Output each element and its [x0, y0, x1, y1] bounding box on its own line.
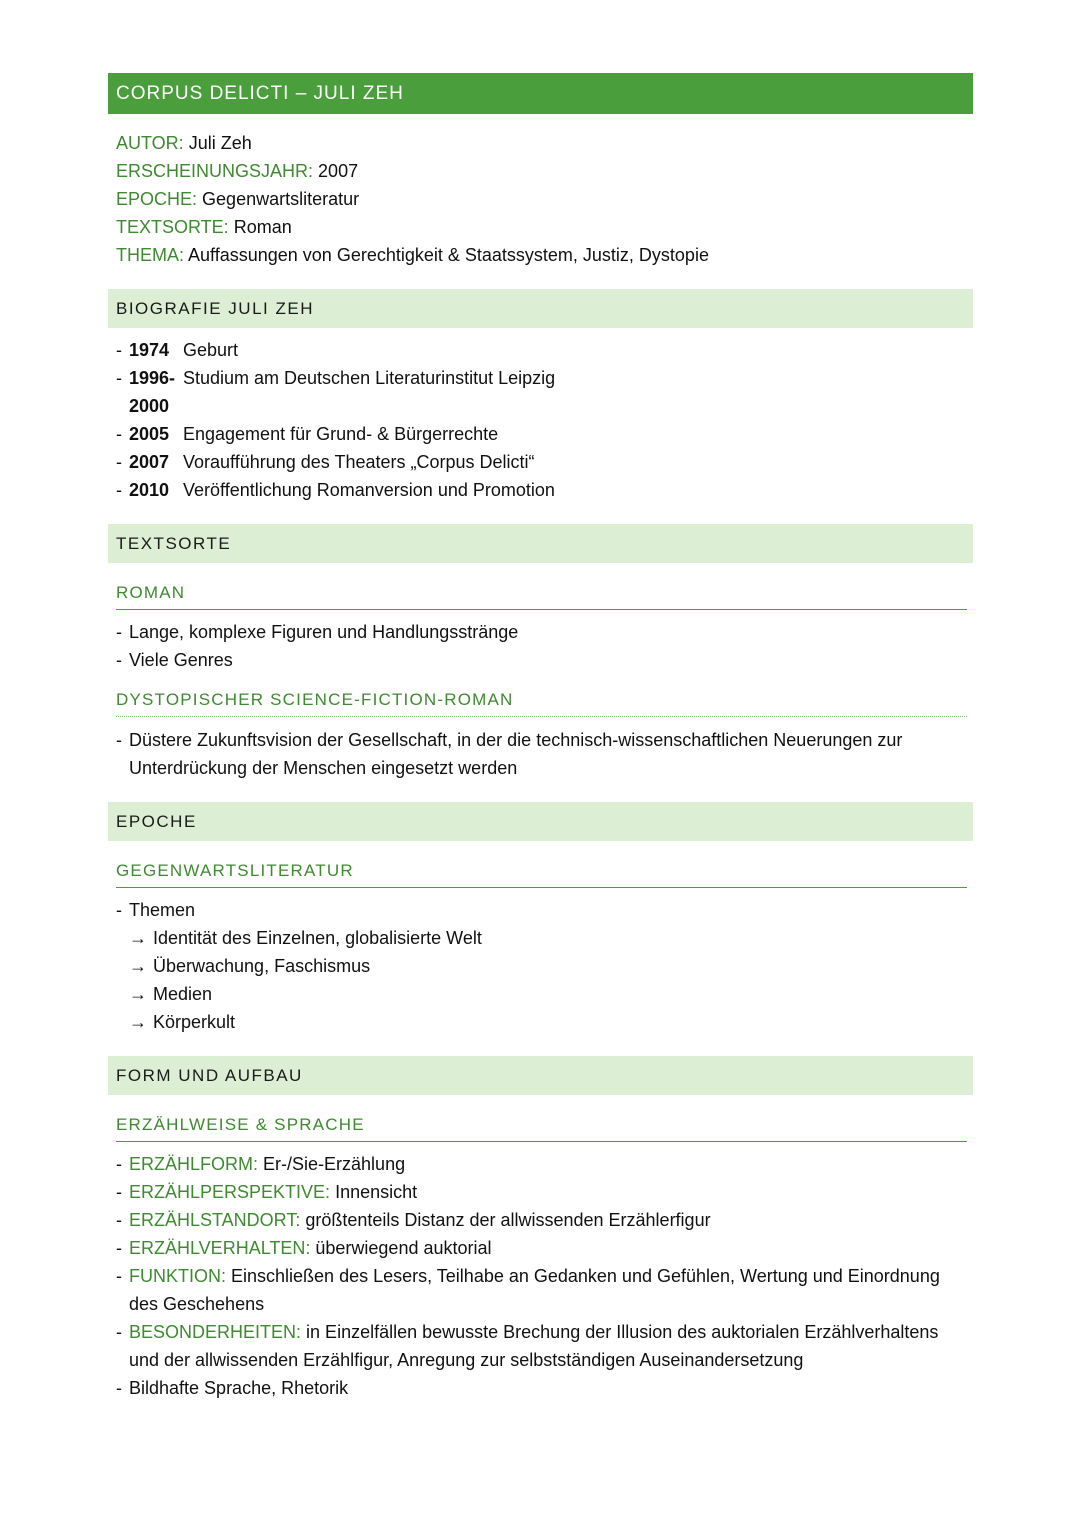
- item-label: ERZÄHLSTANDORT:: [129, 1210, 301, 1230]
- arrow-item: [129, 1008, 973, 1036]
- arrow-item: [129, 924, 973, 952]
- list-item: [116, 1234, 956, 1262]
- biografie-list: [108, 336, 973, 504]
- item-text: Innensicht: [335, 1182, 418, 1202]
- arrow-text: Identität des Einzelnen, globalisierte Welt: [153, 928, 482, 948]
- item-text: größtenteils Distanz der allwissenden Erzählerfigur: [305, 1210, 711, 1230]
- meta-label: THEMA:: [116, 245, 185, 265]
- year-label: 2005: [129, 424, 170, 444]
- meta-value: Juli Zeh: [188, 133, 252, 153]
- section-heading-epoche: EPOCHE: [108, 802, 973, 841]
- list-item: - Viele Genres: [116, 646, 973, 674]
- arrow-right-icon: →: [129, 956, 147, 976]
- meta-value: Auffassungen von Gerechtigkeit & Staatssystem, Justiz, Dystopie: [188, 245, 709, 265]
- themen-list: [108, 924, 973, 1036]
- arrow-text: Körperkult: [153, 1012, 236, 1032]
- list-item: [116, 448, 973, 476]
- arrow-item: [129, 980, 973, 1008]
- roman-list: [108, 618, 973, 674]
- item-text: in Einzelfällen bewusste Brechung der Illusion des auktorialen Erzählverhaltens und der allwissenden Erzählfigur, Anregung zur selbstständigen Auseinandersetzung: [129, 1322, 939, 1370]
- document-title: CORPUS DELICTI – JULI ZEH: [108, 73, 973, 114]
- list-item: [116, 1150, 956, 1178]
- list-item: - Lange, komplexe Figuren und Handlungsstränge: [116, 618, 973, 646]
- item-text: Er-/Sie-Erzählung: [263, 1154, 406, 1174]
- arrow-right-icon: →: [129, 984, 147, 1004]
- arrow-right-icon: →: [129, 928, 147, 948]
- meta-row-thema: [116, 241, 973, 269]
- year-label: 1996-: [129, 368, 176, 388]
- year-text: Voraufführung des Theaters „Corpus Delicti“: [183, 452, 535, 472]
- section-heading-textsorte: TEXTSORTE: [108, 524, 973, 563]
- list-item: - Düstere Zukunftsvision der Gesellschaft, in der die technisch-wissenschaftlichen Neuerungen zur Unterdrückung der Menschen eingesetzt werden: [116, 726, 936, 782]
- dystopie-list: [108, 726, 936, 782]
- list-item: [116, 1206, 956, 1234]
- meta-row-textsorte: [116, 213, 973, 241]
- year-text: Veröffentlichung Romanversion und Promotion: [183, 480, 555, 500]
- section-heading-form: FORM UND AUFBAU: [108, 1056, 973, 1095]
- subheading-dystopie: DYSTOPISCHER SCIENCE-FICTION-ROMAN: [116, 690, 967, 717]
- year-label: 1974: [129, 340, 170, 360]
- item-text: Einschließen des Lesers, Teilhabe an Gedanken und Gefühlen, Wertung und Einordnung des Geschehens: [129, 1266, 940, 1314]
- arrow-text: Überwachung, Faschismus: [153, 956, 371, 976]
- section-heading-biografie: BIOGRAFIE JULI ZEH: [108, 289, 973, 328]
- meta-value: Roman: [233, 217, 292, 237]
- meta-label: EPOCHE:: [116, 189, 198, 209]
- subheading-gegenwartsliteratur: GEGENWARTSLITERATUR: [116, 861, 967, 888]
- meta-block: [108, 129, 973, 269]
- subheading-roman: ROMAN: [116, 583, 967, 610]
- meta-label: TEXTSORTE:: [116, 217, 229, 237]
- year-label: 2000: [129, 396, 170, 416]
- item-label: ERZÄHLFORM:: [129, 1154, 259, 1174]
- arrow-right-icon: →: [129, 1012, 147, 1032]
- list-item: [116, 420, 973, 448]
- list-item: [116, 336, 973, 364]
- meta-row-epoche: [116, 185, 973, 213]
- list-item: [116, 364, 973, 420]
- meta-label: AUTOR:: [116, 133, 184, 153]
- epoche-list: [108, 896, 973, 924]
- document-page: [108, 73, 973, 1402]
- arrow-item: [129, 952, 973, 980]
- list-item: [116, 1318, 956, 1374]
- year-text: Engagement für Grund- & Bürgerrechte: [183, 424, 499, 444]
- meta-row-erscheinungsjahr: [116, 157, 973, 185]
- list-item: [116, 1374, 956, 1402]
- year-label: 2010: [129, 480, 170, 500]
- meta-value: Gegenwartsliteratur: [202, 189, 360, 209]
- item-label: FUNKTION:: [129, 1266, 226, 1286]
- year-label: 2007: [129, 452, 170, 472]
- arrow-text: Medien: [153, 984, 213, 1004]
- item-label: BESONDERHEITEN:: [129, 1322, 302, 1342]
- meta-row-autor: [116, 129, 973, 157]
- list-item: [116, 1178, 956, 1206]
- list-item: [116, 1262, 956, 1318]
- year-text: Geburt: [183, 340, 239, 360]
- meta-label: ERSCHEINUNGSJAHR:: [116, 161, 314, 181]
- item-text: Bildhafte Sprache, Rhetorik: [129, 1378, 349, 1398]
- list-item: [116, 476, 973, 504]
- form-list: [108, 1150, 956, 1402]
- subheading-erzaehlweise: ERZÄHLWEISE & SPRACHE: [116, 1115, 967, 1142]
- item-text: überwiegend auktorial: [315, 1238, 492, 1258]
- meta-value: 2007: [318, 161, 359, 181]
- list-item: - Themen: [116, 896, 973, 924]
- year-text: Studium am Deutschen Literaturinstitut Leipzig: [183, 368, 556, 388]
- item-label: ERZÄHLPERSPEKTIVE:: [129, 1182, 331, 1202]
- item-label: ERZÄHLVERHALTEN:: [129, 1238, 311, 1258]
